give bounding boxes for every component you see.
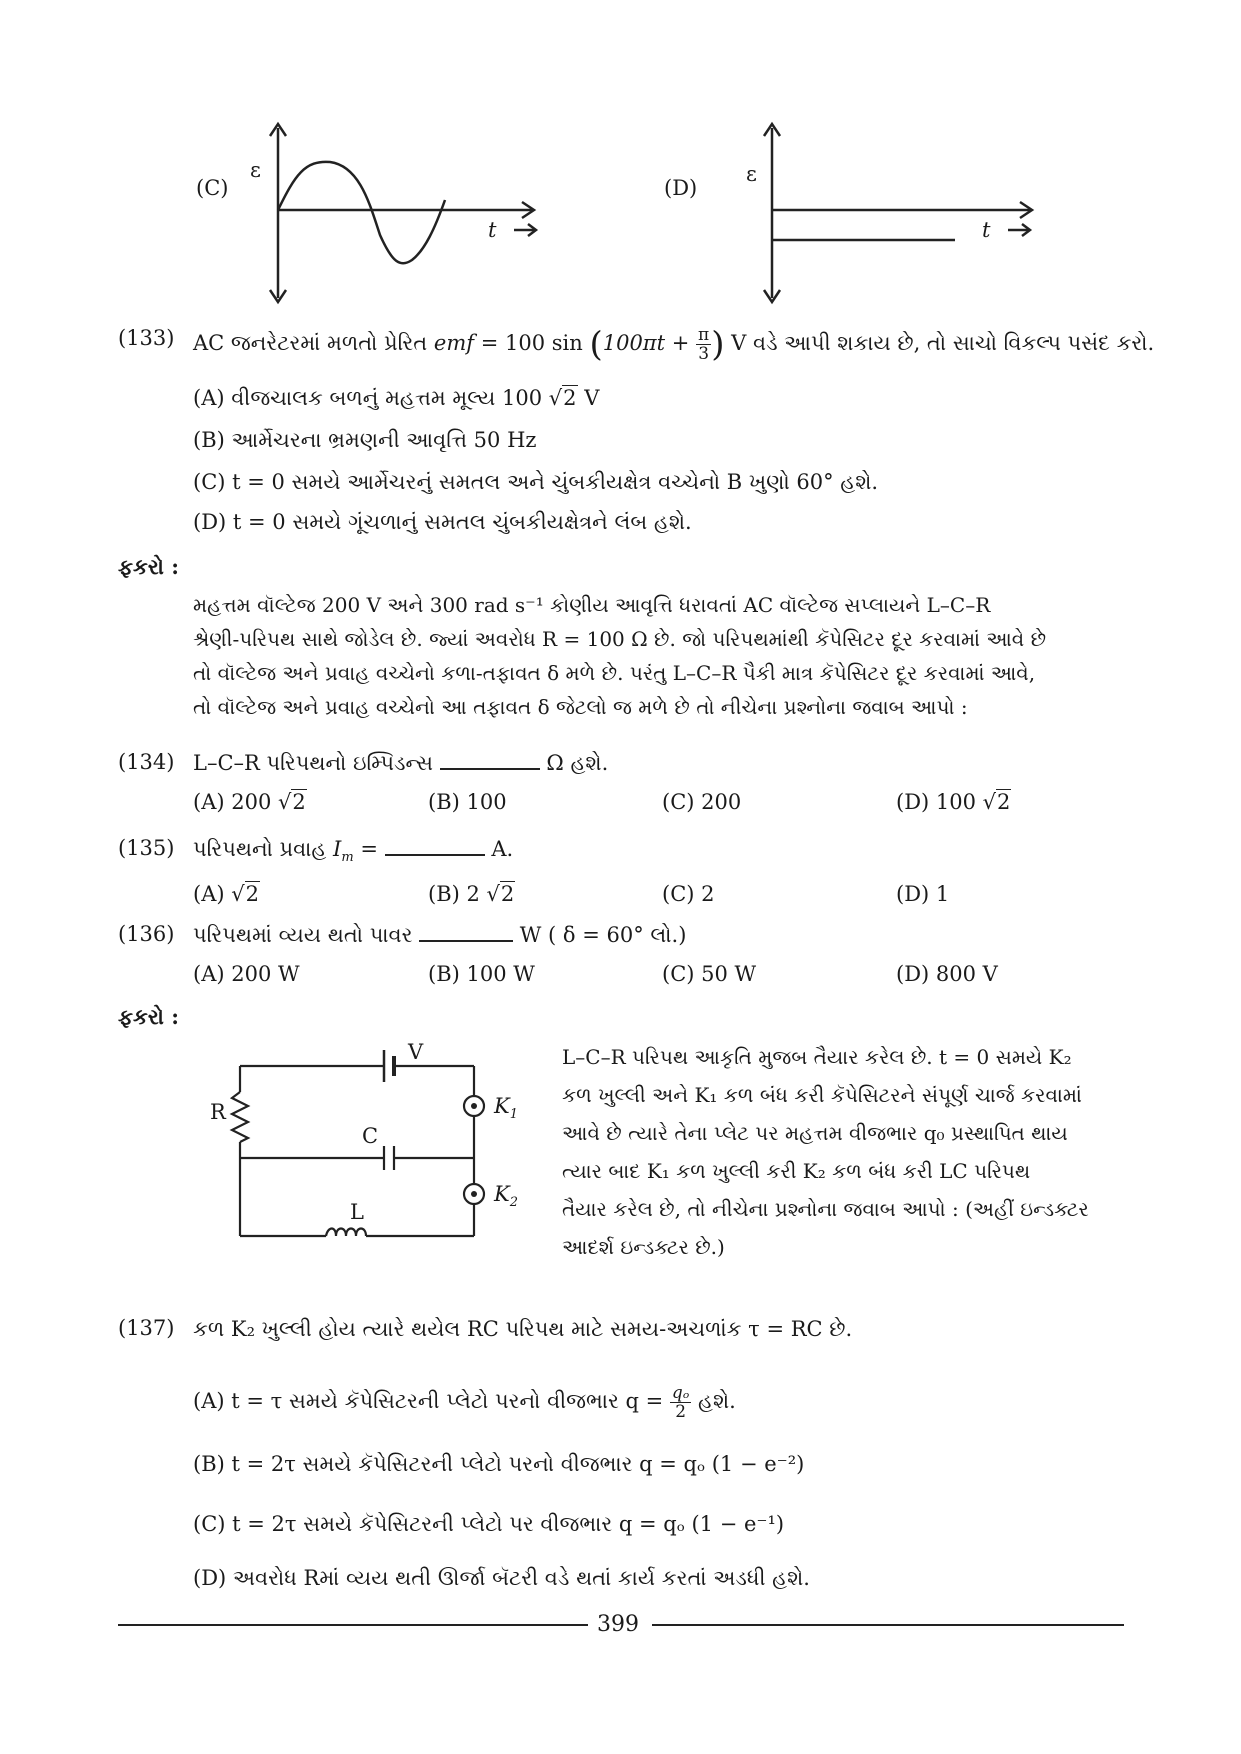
q136-stem: પરિપથમાં વ્યય થતો પાવર W ( δ = 60° લો.) bbox=[193, 923, 687, 947]
graph-c-label: (C) bbox=[196, 176, 229, 200]
q134-stem: L–C–R પરિપથનો ઇમ્પિડન્સ Ω હશે. bbox=[193, 751, 609, 775]
circuit-c-label: C bbox=[362, 1124, 379, 1148]
q134-number: (134) bbox=[118, 750, 175, 774]
circuit-r-label: R bbox=[210, 1100, 226, 1124]
q134-option-a: (A) 200 √2 bbox=[193, 790, 306, 814]
graph-c-y-label: ε bbox=[250, 158, 261, 182]
q136-option-d: (D) 800 V bbox=[896, 962, 998, 986]
passage1-line4: તો વૉલ્ટેજ અને પ્રવાહ વચ્ચેનો આ તફાવત δ જેટલો જ મળે છે તો નીચેના પ્રશ્નોના જવાબ આપો : bbox=[193, 695, 968, 719]
passage2-line1: L–C–R પરિપથ આકૃતિ મુજબ તૈયાર કરેલ છે. t = 0 સમયે K₂ bbox=[562, 1045, 1072, 1069]
passage2-heading: ફકરો : bbox=[118, 1004, 179, 1029]
footer-rule-right bbox=[652, 1624, 1124, 1626]
q136-option-c: (C) 50 W bbox=[662, 962, 757, 986]
footer-rule-left bbox=[118, 1624, 588, 1626]
q134-option-c: (C) 200 bbox=[662, 790, 742, 814]
circuit-v-label: V bbox=[408, 1040, 424, 1064]
q137-stem: કળ K₂ ખુલ્લી હોય ત્યારે થયેલ RC પરિપથ માટે સમય-અચળાંક τ = RC છે. bbox=[193, 1317, 853, 1341]
q137-option-a: (A) t = τ સમયે કૅપેસિટરની પ્લેટો પરનો વીજભાર q = $\frac{\text{qₒ}}{2}$ હશે. bbox=[193, 1383, 736, 1422]
passage2-line4: ત્યાર બાદ K₁ કળ ખુલ્લી કરી K₂ કળ બંધ કરી LC પરિપથ bbox=[562, 1159, 1031, 1183]
passage2-line2: કળ ખુલ્લી અને K₁ કળ બંધ કરી કૅપેસિટરને સંપૂર્ણ ચાર્જ કરવામાં bbox=[562, 1083, 1082, 1107]
circuit-k1-label: $K_1$ bbox=[494, 1094, 518, 1123]
q135-number: (135) bbox=[118, 836, 175, 860]
q133-option-c: (C) t = 0 સમયે આર્મેચરનું સમતલ અને ચુંબકીયક્ષેત્ર વચ્ચેનો B ખુણો 60° હશે. bbox=[193, 470, 879, 494]
circuit-l-label: L bbox=[350, 1200, 364, 1224]
passage2-line5: તૈયાર કરેલ છે, તો નીચેના પ્રશ્નોના જવાબ આપો : (અહીં ઇન્ડક્ટર bbox=[562, 1197, 1089, 1221]
q133-stem: AC જનરેટરમાં મળતો પ્રેરિત emf = 100 sin (100πt + $\frac{\pi}{3}$ ) V વડે આપી શકાય છે, તો સાચો વિકલ્પ પસંદ કરો. bbox=[193, 324, 1155, 365]
passage1-heading: ફકરો : bbox=[118, 554, 179, 579]
graph-d-label: (D) bbox=[664, 176, 698, 200]
passage2-line6: આદર્શ ઇન્ડક્ટર છે.) bbox=[562, 1235, 725, 1259]
q137-option-b: (B) t = 2τ સમયે કૅપેસિટરની પ્લેટો પરનો વીજભાર q = qₒ (1 − e⁻²) bbox=[193, 1452, 805, 1476]
q137-number: (137) bbox=[118, 1316, 175, 1340]
q137-option-d: (D) અવરોધ Rમાં વ્યય થતી ઊર્જા બૅટરી વડે થતાં કાર્ય કરતાં અડધી હશે. bbox=[193, 1566, 810, 1590]
q135-option-c: (C) 2 bbox=[662, 882, 715, 906]
passage1-line1: મહત્તમ વૉલ્ટેજ 200 V અને 300 rad s⁻¹ કોણીય આવૃત્તિ ધરાવતાં AC વૉલ્ટેજ સપ્લાયને L–C–R bbox=[193, 593, 991, 617]
q136-number: (136) bbox=[118, 922, 175, 946]
q134-option-d: (D) 100 √2 bbox=[896, 790, 1011, 814]
q136-option-a: (A) 200 W bbox=[193, 962, 300, 986]
passage2-line3: આવે છે ત્યારે તેના પ્લેટ પર મહત્તમ વીજભાર q₀ પ્રસ્થાપિત થાય bbox=[562, 1121, 1068, 1145]
q136-option-b: (B) 100 W bbox=[428, 962, 535, 986]
q133-option-b: (B) આર્મેચરના ભ્રમણની આવૃત્તિ 50 Hz bbox=[193, 428, 537, 452]
q133-option-a: (A) વીજચાલક બળનું મહત્તમ મૂલ્ય 100 √2 V bbox=[193, 386, 600, 410]
q133-number: (133) bbox=[118, 326, 175, 350]
q133-option-d: (D) t = 0 સમયે ગૂંચળાનું સમતલ ચુંબકીયક્ષેત્રને લંબ હશે. bbox=[193, 510, 692, 534]
q134-option-b: (B) 100 bbox=[428, 790, 507, 814]
passage1-line2: શ્રેણી-પરિપથ સાથે જોડેલ છે. જ્યાં અવરોધ R = 100 Ω છે. જો પરિપથમાંથી કૅપેસિટર દૂર કરવામાં આવે છે bbox=[193, 627, 1047, 651]
inductor bbox=[326, 1229, 366, 1237]
graph-d-x-label: t bbox=[982, 218, 991, 242]
graph-d-y-label: ε bbox=[746, 162, 757, 186]
q137-option-c: (C) t = 2τ સમયે કૅપેસિટરની પ્લેટો પર વીજભાર q = qₒ (1 − e⁻¹) bbox=[193, 1512, 785, 1536]
q135-option-d: (D) 1 bbox=[896, 882, 950, 906]
circuit-k2-label: $K_2$ bbox=[494, 1182, 518, 1211]
graph-c-x-label: t bbox=[488, 218, 497, 242]
q135-stem: પરિપથનો પ્રવાહ $I_m = A$. bbox=[193, 837, 514, 866]
passage1-line3: તો વૉલ્ટેજ અને પ્રવાહ વચ્ચેનો કળા-તફાવત δ મળે છે. પરંતુ L–C–R પૈકી માત્ર કૅપેસિટર દૂર કરવામાં આવે, bbox=[193, 661, 1036, 685]
q135-option-a: (A) √2 bbox=[193, 882, 259, 906]
q135-option-b: (B) 2 √2 bbox=[428, 882, 515, 906]
resistor bbox=[232, 1092, 248, 1142]
page-number: 399 bbox=[597, 1612, 639, 1637]
